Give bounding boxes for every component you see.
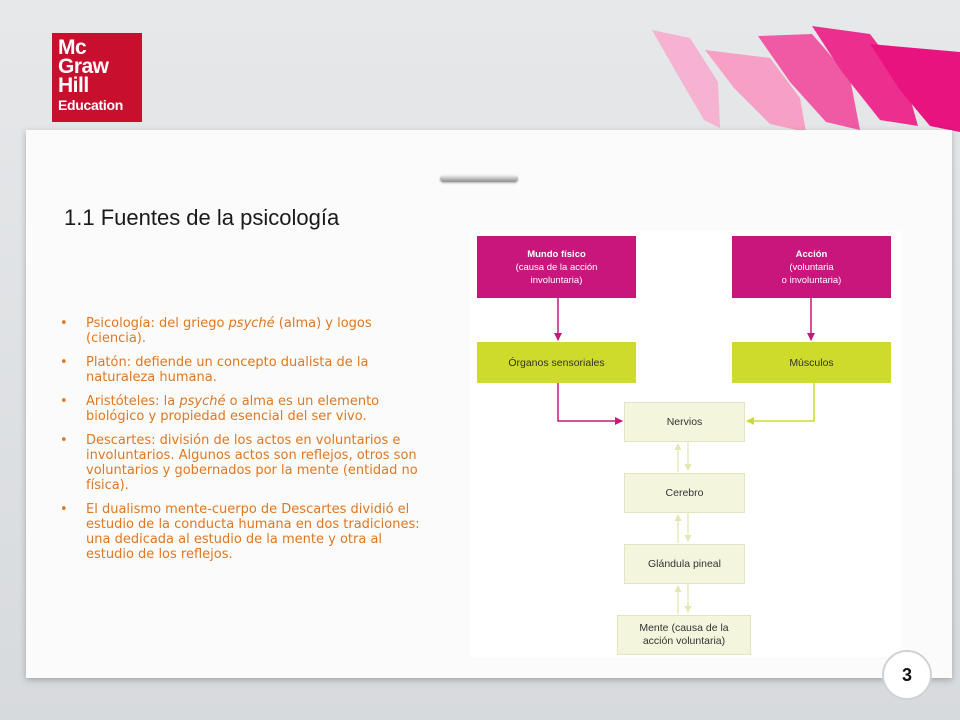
bullet-text: Psicología: del griego xyxy=(86,316,229,331)
box-glandula-pineal: Glándula pineal xyxy=(624,544,745,584)
bullet-dot-icon: • xyxy=(60,394,68,409)
box-accion-line2: (voluntaria xyxy=(789,261,834,273)
bullet-text: psyché xyxy=(228,316,275,331)
mcgraw-hill-education-logo xyxy=(52,33,142,122)
box-accion xyxy=(732,236,891,298)
bullet-dot-icon: • xyxy=(60,316,68,331)
logo-line-mc: Mc xyxy=(58,36,87,59)
bullet-item xyxy=(60,433,432,493)
bullet-text: o alma es un elemento biológico y propiedad esencial del ser vivo. xyxy=(86,394,380,424)
page-number: 3 xyxy=(882,650,932,700)
bullet-text: Descartes: división de los actos en voluntarios e involuntarios. Algunos actos son reflejos, otros son voluntarios y gobernados por la mente (entidad no física). xyxy=(86,433,418,493)
box-nervios: Nervios xyxy=(624,402,745,442)
psychology-flow-diagram xyxy=(470,231,901,657)
bullet-dot-icon: • xyxy=(60,355,68,370)
box-accion-title: Acción xyxy=(795,248,828,260)
bullet-item xyxy=(60,502,432,562)
box-organos-sensoriales: Órganos sensoriales xyxy=(477,342,636,383)
box-cerebro: Cerebro xyxy=(624,473,745,513)
box-accion-line3: o involuntaria) xyxy=(781,274,842,286)
bullet-dot-icon: • xyxy=(60,433,68,448)
box-mundo-fisico xyxy=(477,236,636,298)
card-clip-decoration xyxy=(440,175,518,182)
logo-line-education: Education xyxy=(58,97,123,113)
box-mundo-fisico-line3: involuntaria) xyxy=(530,274,583,286)
logo-line-graw: Graw xyxy=(58,55,109,78)
box-mente-line1: Mente (causa de la xyxy=(639,622,729,634)
bullet-text: Aristóteles: la xyxy=(86,394,180,409)
logo-line-hill: Hill xyxy=(58,74,89,97)
box-mente-line2: acción voluntaria) xyxy=(642,635,726,647)
bullet-text: psyché xyxy=(179,394,226,409)
bullet-item xyxy=(60,316,432,346)
box-mundo-fisico-title: Mundo físico xyxy=(527,248,586,260)
box-mente xyxy=(617,615,751,655)
bullet-item xyxy=(60,394,432,424)
bullet-text: El dualismo mente-cuerpo de Descartes dividió el estudio de la conducta humana en dos tradiciones: una dedicada al estudio de la mente y otra al estudio de los reflejos. xyxy=(86,502,420,562)
bullet-text: (alma) y logos (ciencia). xyxy=(86,316,372,346)
arrow-organos-to-nervios xyxy=(558,383,622,421)
pink-ribbons-decoration xyxy=(0,0,960,140)
box-musculos: Músculos xyxy=(732,342,891,383)
bullet-dot-icon: • xyxy=(60,502,68,517)
bullet-list xyxy=(60,316,432,571)
arrow-musculos-to-nervios xyxy=(747,383,814,421)
slide-title: 1.1 Fuentes de la psicología xyxy=(64,205,340,230)
bullet-item xyxy=(60,355,432,385)
box-mundo-fisico-line2: (causa de la acción xyxy=(515,261,598,273)
bullet-text: Platón: defiende un concepto dualista de la naturaleza humana. xyxy=(86,355,369,385)
